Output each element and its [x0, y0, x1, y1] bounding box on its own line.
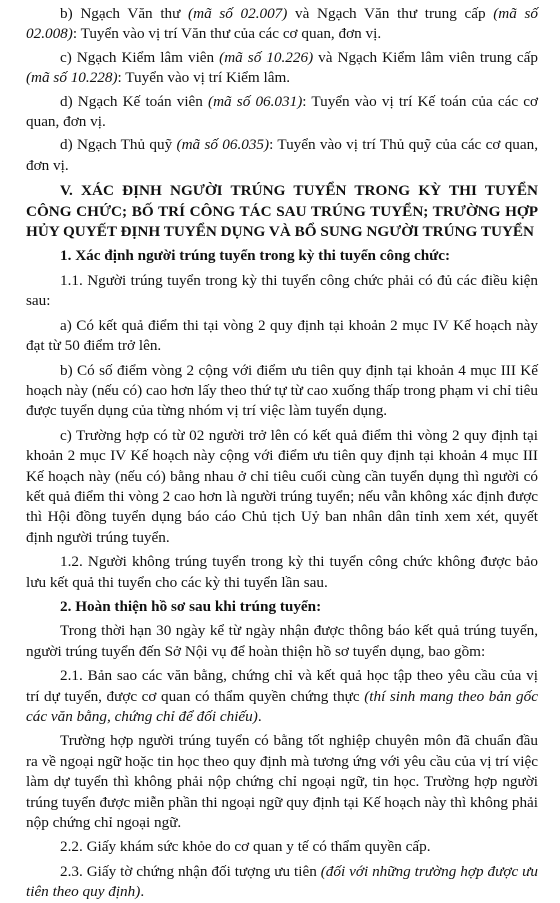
paragraph-d-thu-quy: d) Ngạch Thủ quỹ (mã số 06.035): Tuyển vào vị trí Thủ quỹ của các cơ quan, đơn vị. [26, 136, 539, 174]
code-10-226: (mã số 10.226) [219, 48, 314, 66]
paragraph-2-1: 2.1. Bản sao các văn bằng, chứng chỉ và kết quả học tập theo yêu cầu của vị trí dự tuyển, được cơ quan có thẩm quyền chứng thực (thí sinh mang theo bản gốc các văn bằng, chứng chỉ để đối chiếu). [26, 667, 538, 725]
note-priority-cases: (đối với những trường hợp được ưu tiên theo quy định) [26, 862, 538, 901]
paragraph-a-condition: a) Có kết quả điểm thi tại vòng 2 quy định tại khoản 2 mục IV Kế hoạch này đạt từ 50 điểm trở lên. [26, 316, 538, 355]
code-10-228: (mã số 10.228) [26, 69, 118, 87]
paragraph-2-3: 2.3. Giấy tờ chứng nhận đối tượng ưu tiên (đối với những trường hợp được ưu tiên theo quy định). [26, 862, 538, 901]
paragraph-c-condition: c) Trường hợp có từ 02 người trở lên có kết quả điểm thi vòng 2 quy định tại khoản 2 mục IV Kế hoạch này cộng với điểm ưu tiên quy định tại khoản 4 mục III Kế hoạch này (nếu có) bằng nhau ở chỉ tiêu cuối cùng cần tuyển dụng thì người có kết quả điểm thi vòng 2 cao hơn là người trúng tuyển; nếu vẫn không xác định được thì Hội đồng tuyển dụng báo cáo Chủ tịch Uỷ ban nhân dân tỉnh xem xét, quyết định người trúng tuyển. [26, 426, 538, 546]
paragraph-1-2: 1.2. Người không trúng tuyển trong kỳ thi tuyển công chức không được bảo lưu kết quả thi tuyển cho các kỳ thi tuyển lần sau. [26, 553, 538, 591]
section-v-heading: V. XÁC ĐỊNH NGƯỜI TRÚNG TUYỂN TRONG KỲ THI TUYỂN CÔNG CHỨC; BỐ TRÍ CÔNG TÁC SAU TRÚNG TUYỂN; TRƯỜNG HỢP HỦY QUYẾT ĐỊNH TUYỂN DỤNG VÀ BỔ SUNG NGƯỜI TRÚNG TUYỂN [26, 182, 538, 241]
code-02-008: (mã số 02.008) [26, 5, 538, 43]
note-original-documents: (thí sinh mang theo bản gốc các văn bằng, chứng chỉ để đối chiếu) [26, 687, 538, 725]
paragraph-2-2: 2.2. Giấy khám sức khỏe do cơ quan y tế có thẩm quyền cấp. [60, 838, 431, 856]
code-06-035: (mã số 06.035) [176, 136, 270, 154]
paragraph-b-condition: b) Có số điểm vòng 2 cộng với điểm ưu tiên quy định tại khoản 4 mục III Kế hoạch này (nếu có) cao hơn lấy theo thứ tự từ cao xuống thấp trong phạm vi chỉ tiêu được tuyển dụng của từng nhóm vị trí việc làm tuyển dụng. [26, 361, 538, 420]
subheading-2: 2. Hoàn thiện hồ sơ sau khi trúng tuyển: [60, 597, 322, 615]
code-02-007: (mã số 02.007) [188, 5, 288, 22]
paragraph-d-ke-toan: d) Ngạch Kế toán viên (mã số 06.031): Tuyển vào vị trí Kế toán của các cơ quan, đơn vị. [26, 92, 538, 131]
paragraph-c-kiem-lam: c) Ngạch Kiểm lâm viên (mã số 10.226) và Ngạch Kiểm lâm viên trung cấp (mã số 10.228): Tuyển vào vị trí Kiểm lâm. [26, 48, 538, 87]
paragraph-2-intro: Trong thời hạn 30 ngày kể từ ngày nhận được thông báo kết quả trúng tuyển, người trúng tuyển đến Sở Nội vụ để hoàn thiện hồ sơ tuyển dụng, bao gồm: [26, 622, 538, 660]
paragraph-2-1-exemption: Trường hợp người trúng tuyển có bằng tốt nghiệp chuyên môn đã chuẩn đầu ra về ngoại ngữ hoặc tin học theo quy định mà tương ứng với yêu cầu của vị trí việc làm dự tuyển thì không phải nộp chứng chỉ ngoại ngữ, tin học. Trường hợp người trúng tuyển được miễn phần thi ngoại ngữ quy định tại Kế hoạch này thì không phải nộp chứng chỉ ngoại ngữ. [26, 732, 538, 832]
paragraph-b-van-thu: b) Ngạch Văn thư (mã số 02.007) và Ngạch Văn thư trung cấp (mã số 02.008): Tuyển vào vị trí Văn thư của các cơ quan, đơn vị. [26, 5, 538, 43]
subheading-1: 1. Xác định người trúng tuyển trong kỳ thi tuyển công chức: [60, 247, 451, 265]
paragraph-1-1: 1.1. Người trúng tuyển trong kỳ thi tuyển công chức phải có đủ các điều kiện sau: [26, 271, 538, 310]
code-06-031: (mã số 06.031) [208, 92, 303, 110]
